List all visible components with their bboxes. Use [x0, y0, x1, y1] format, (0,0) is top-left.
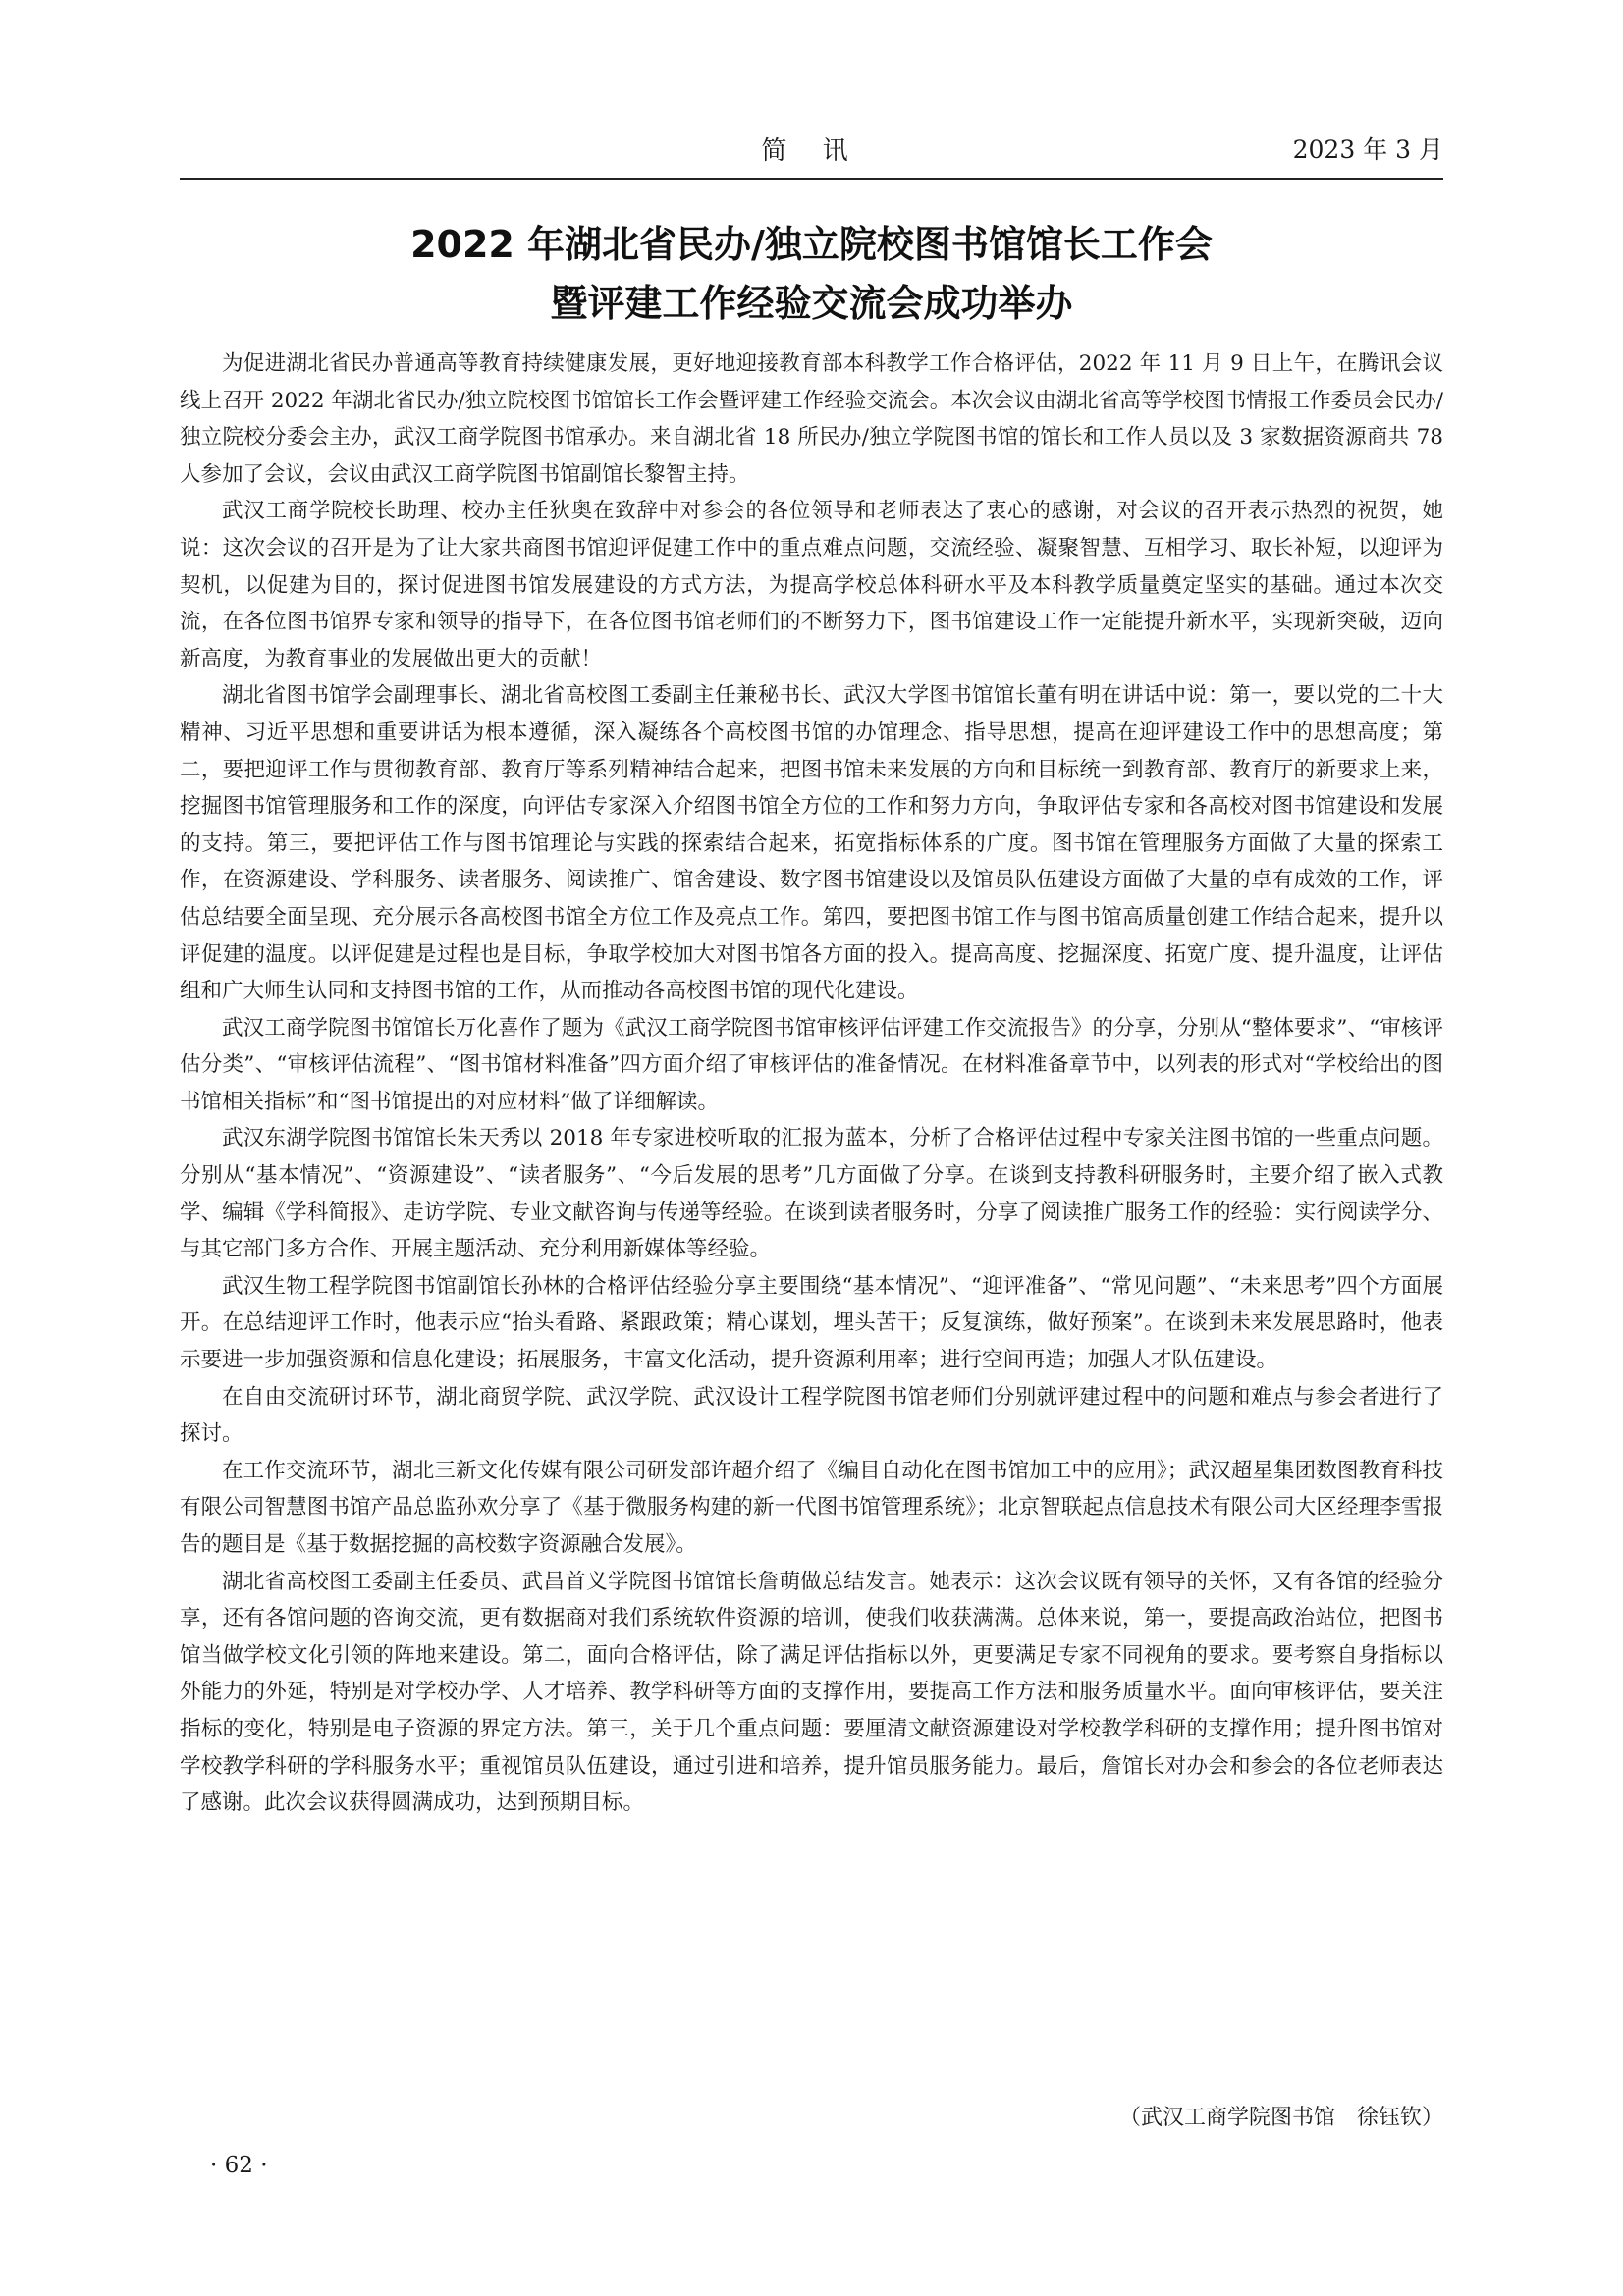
- running-head: [180, 131, 1443, 170]
- paragraph-3: 湖北省图书馆学会副理事长、湖北省高校图工委副主任兼秘书长、武汉大学图书馆馆长董有明在讲话中说：第一，要以党的二十大精神、习近平思想和重要讲话为根本遵循，深入凝练各个高校图书馆的办馆理念、指导思想，提高在迎评建设工作中的思想高度；第二，要把迎评工作与贯彻教育部、教育厅等系列精神结合起来，把图书馆未来发展的方向和目标统一到教育部、教育厅的新要求上来，挖掘图书馆管理服务和工作的深度，向评估专家深入介绍图书馆全方位的工作和努力方向，争取评估专家和各高校对图书馆建设和发展的支持。第三，要把评估工作与图书馆理论与实践的探索结合起来，拓宽指标体系的广度。图书馆在管理服务方面做了大量的探索工作，在资源建设、学科服务、读者服务、阅读推广、馆舍建设、数字图书馆建设以及馆员队伍建设方面做了大量的卓有成效的工作，评估总结要全面呈现、充分展示各高校图书馆全方位工作及亮点工作。第四，要把图书馆工作与图书馆高质量创建工作结合起来，提升以评促建的温度。以评促建是过程也是目标，争取学校加大对图书馆各方面的投入。提高高度、挖掘深度、拓宽广度、提升温度，让评估组和广大师生认同和支持图书馆的工作，从而推动各高校图书馆的现代化建设。: [180, 683, 1443, 1004]
- article-title-line-1: 2022 年湖北省民办/独立院校图书馆馆长工作会: [410, 223, 1213, 266]
- article-body: [180, 346, 1443, 1822]
- page-number: · 62 ·: [210, 2153, 268, 2178]
- paragraph-4: 武汉工商学院图书馆馆长万化喜作了题为《武汉工商学院图书馆审核评估评建工作交流报告》的分享，分别从“整体要求”、“审核评估分类”、“审核评估流程”、“图书馆材料准备”四方面介绍了审核评估的准备情况。在材料准备章节中，以列表的形式对“学校给出的图书馆相关指标”和“图书馆提出的对应材料”做了详细解读。: [180, 1015, 1443, 1114]
- article-title: [180, 215, 1443, 333]
- section-name: 简 讯: [761, 136, 862, 166]
- paragraph-9: 湖北省高校图工委副主任委员、武昌首义学院图书馆馆长詹萌做总结发言。她表示：这次会议既有领导的关怀，又有各馆的经验分享，还有各馆问题的咨询交流，更有数据商对我们系统软件资源的培训，使我们收获满满。总体来说，第一，要提高政治站位，把图书馆当做学校文化引领的阵地来建设。第二，面向合格评估，除了满足评估指标以外，更要满足专家不同视角的要求。要考察自身指标以外能力的外延，特别是对学校办学、人才培养、教学科研等方面的支撑作用，要提高工作方法和服务质量水平。面向审核评估，要关注指标的变化，特别是电子资源的界定方法。第三，关于几个重点问题：要厘清文献资源建设对学校教学科研的支撑作用；提升图书馆对学校教学科研的学科服务水平；重视馆员队伍建设，通过引进和培养，提升馆员服务能力。最后，詹馆长对办会和参会的各位老师表达了感谢。此次会议获得圆满成功，达到预期目标。: [180, 1569, 1443, 1816]
- author-byline: （武汉工商学院图书馆 徐钰钦）: [1118, 2106, 1443, 2130]
- paragraph-6: 武汉生物工程学院图书馆副馆长孙林的合格评估经验分享主要围绕“基本情况”、“迎评准备”、“常见问题”、“未来思考”四个方面展开。在总结迎评工作时，他表示应“抬头看路、紧跟政策；精心谋划，埋头苦干；反复演练，做好预案”。在谈到未来发展思路时，他表示要进一步加强资源和信息化建设；拓展服务，丰富文化活动，提升资源利用率；进行空间再造；加强人才队伍建设。: [180, 1273, 1443, 1373]
- paragraph-8: 在工作交流环节，湖北三新文化传媒有限公司研发部许超介绍了《编目自动化在图书馆加工中的应用》；武汉超星集团数图教育科技有限公司智慧图书馆产品总监孙欢分享了《基于微服务构建的新一代图书馆管理系统》；北京智联起点信息技术有限公司大区经理李雪报告的题目是《基于数据挖掘的高校数字资源融合发展》。: [180, 1458, 1443, 1557]
- header-rule: [180, 178, 1443, 180]
- paragraph-2: 武汉工商学院校长助理、校办主任狄奥在致辞中对参会的各位领导和老师表达了衷心的感谢，对会议的召开表示热烈的祝贺，她说：这次会议的召开是为了让大家共商图书馆迎评促建工作中的重点难点问题，交流经验、凝聚智慧、互相学习、取长补短，以迎评为契机，以促建为目的，探讨促进图书馆发展建设的方式方法，为提高学校总体科研水平及本科教学质量奠定坚实的基础。通过本次交流，在各位图书馆界专家和领导的指导下，在各位图书馆老师们的不断努力下，图书馆建设工作一定能提升新水平，实现新突破，迈向新高度，为教育事业的发展做出更大的贡献！: [180, 499, 1443, 671]
- paragraph-1: 为促进湖北省民办普通高等教育持续健康发展，更好地迎接教育部本科教学工作合格评估，2022 年 11 月 9 日上午，在腾讯会议线上召开 2022 年湖北省民办/独立院校图书馆馆长工作会暨评建工作经验交流会。本次会议由湖北省高等学校图书情报工作委员会民办/独立院校分委会主办，武汉工商学院图书馆承办。来自湖北省 18 所民办/独立学院图书馆的馆长和工作人员以及 3 家数据资源商共 78 人参加了会议，会议由武汉工商学院图书馆副馆长黎智主持。: [180, 351, 1443, 487]
- paragraph-7: 在自由交流研讨环节，湖北商贸学院、武汉学院、武汉设计工程学院图书馆老师们分别就评建过程中的问题和难点与参会者进行了探讨。: [180, 1384, 1443, 1447]
- paragraph-5: 武汉东湖学院图书馆馆长朱天秀以 2018 年专家进校听取的汇报为蓝本，分析了合格评估过程中专家关注图书馆的一些重点问题。分别从“基本情况”、“资源建设”、“读者服务”、“今后发展的思考”几方面做了分享。在谈到支持教科研服务时，主要介绍了嵌入式教学、编辑《学科简报》、走访学院、专业文献咨询与传递等经验。在谈到读者服务时，分享了阅读推广服务工作的经验：实行阅读学分、与其它部门多方合作、开展主题活动、充分利用新媒体等经验。: [180, 1126, 1443, 1262]
- issue-date: 2023 年 3 月: [1292, 135, 1443, 164]
- article-title-line-2: 暨评建工作经验交流会成功举办: [550, 282, 1073, 325]
